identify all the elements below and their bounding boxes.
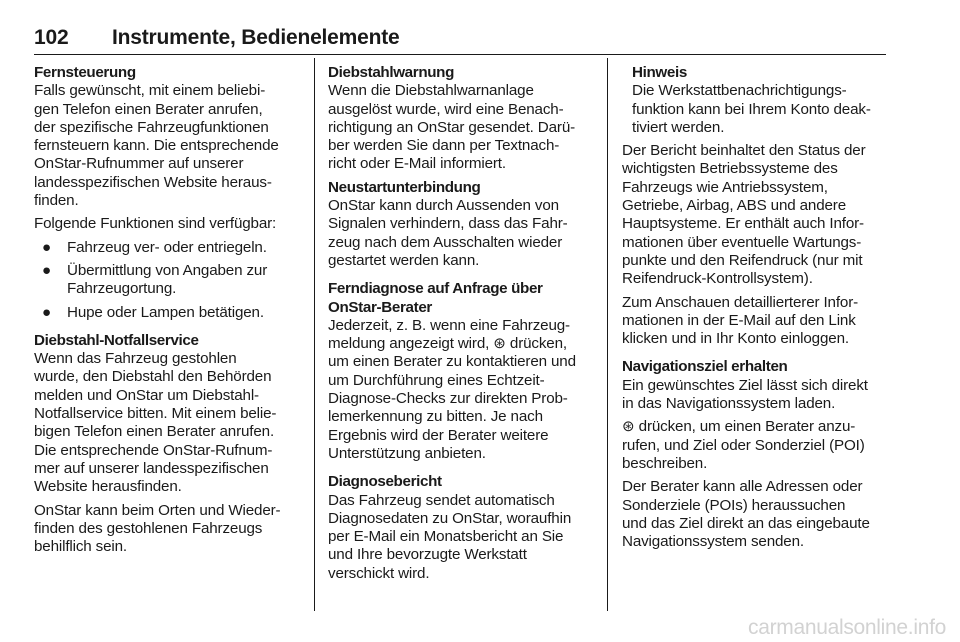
section-heading: Neustartunterbindung xyxy=(328,178,481,196)
watermark: carmanualsonline.info xyxy=(748,616,946,639)
section-heading: Diebstahlwarnung xyxy=(328,64,455,81)
page-number: 102 xyxy=(34,26,69,49)
page-header xyxy=(34,14,886,55)
list-item: ● Fahrzeug ver- oder entriegeln. xyxy=(34,239,304,257)
section-heading: Navigationsziel erhalten xyxy=(622,358,788,376)
paragraph: ⊛ drücken, um einen Berater anzu- rufen, und Ziel oder Sonderziel (POI) beschreiben. xyxy=(622,418,865,472)
section-heading: Diebstahl-Notfallservice xyxy=(34,331,199,349)
paragraph: Der Berater kann alle Adressen oder Sonderziele (POIs) heraussuchen und das Ziel direkt an das eingebaute Navigationssystem senden. xyxy=(622,478,870,551)
paragraph: Wenn das Fahrzeug gestohlen wurde, den Diebstahl den Behörden melden und OnStar um Diebstahl- Notfallservice bitten. Mit einem belie- bigen Telefon einen Berater anrufen. Die entsprechende OnStar-Rufnum- mer auf unserer landesspezifischen Website herausfinden. xyxy=(34,350,277,496)
section-heading: Diagnosebericht xyxy=(328,473,442,491)
chapter-title: Instrumente, Bedienelemente xyxy=(112,26,400,49)
paragraph: Falls gewünscht, mit einem beliebi- gen Telefon einen Berater anrufen, der spezifische Fahrzeugfunktionen fernsteuern kann. Die entsprechende OnStar-Rufnummer auf unserer landesspezifischen Website heraus- finden. xyxy=(34,82,279,210)
paragraph: Das Fahrzeug sendet automatisch Diagnosedaten zu OnStar, woraufhin per E-Mail ein Monatsbericht an Sie und Ihre bevorzugte Werkstatt verschickt wird. xyxy=(328,491,572,582)
list-item: ● Übermittlung von Angaben zur Fahrzeugortung. xyxy=(34,262,304,299)
bullet-icon: ● xyxy=(42,261,52,279)
paragraph: Zum Anschauen detaillierterer Infor- mationen in der E-Mail auf den Link klicken und in Ihr Konto einloggen. xyxy=(622,293,859,348)
paragraph: Jederzeit, z. B. wenn eine Fahrzeug- meldung angezeigt wird, ⊛ drücken, um einen Berater zu kontaktieren und um Durchführung eines Echtzeit- Diagnose-Checks zur direkten Prob- lemerkennung zu bitten. Je nach Ergebnis wird der Berater weitere Unterstützung anbieten. xyxy=(328,316,576,462)
column-middle xyxy=(328,64,598,583)
section-heading: Fernsteuerung xyxy=(34,64,136,81)
section-heading: Ferndiagnose auf Anfrage über OnStar-Berater xyxy=(328,280,543,316)
list-item: ● Hupe oder Lampen betätigen. xyxy=(34,304,304,322)
bullet-icon: ● xyxy=(42,303,52,321)
column-left xyxy=(34,64,304,556)
paragraph: OnStar kann beim Orten und Wieder- finden des gestohlenen Fahrzeugs behilflich sein. xyxy=(34,501,281,556)
paragraph: OnStar kann durch Aussenden von Signalen verhindern, dass das Fahr- zeug nach dem Ausschalten wieder gestartet werden kann. xyxy=(328,197,568,269)
column-divider xyxy=(314,58,315,611)
column-right xyxy=(622,64,892,551)
paragraph: Der Bericht beinhaltet den Status der wichtigsten Betriebssysteme des Fahrzeugs wie Antriebssystem, Getriebe, Airbag, ABS und andere Hauptsysteme. Er enthält auch Infor- mationen über eventuelle Wartungs- punkte und den Reifendruck (nur mit Reifendruck-Kontrollsystem). xyxy=(622,142,866,288)
bullet-icon: ● xyxy=(42,238,52,256)
paragraph: Ein gewünschtes Ziel lässt sich direkt in das Navigationssystem laden. xyxy=(622,376,868,413)
column-divider xyxy=(607,58,608,611)
note-box: Hinweis Die Werkstattbenachrichtigungs- funktion kann bei Ihrem Konto deak- tiviert werden. xyxy=(622,64,892,137)
paragraph: Wenn die Diebstahlwarnanlage ausgelöst wurde, wird eine Benach- richtigung an OnStar gesendet. Darü- ber werden Sie dann per Textnach- richt oder E-Mail informiert. xyxy=(328,82,576,173)
paragraph: Folgende Funktionen sind verfügbar: xyxy=(34,215,277,233)
note-heading: Hinweis xyxy=(632,64,687,81)
